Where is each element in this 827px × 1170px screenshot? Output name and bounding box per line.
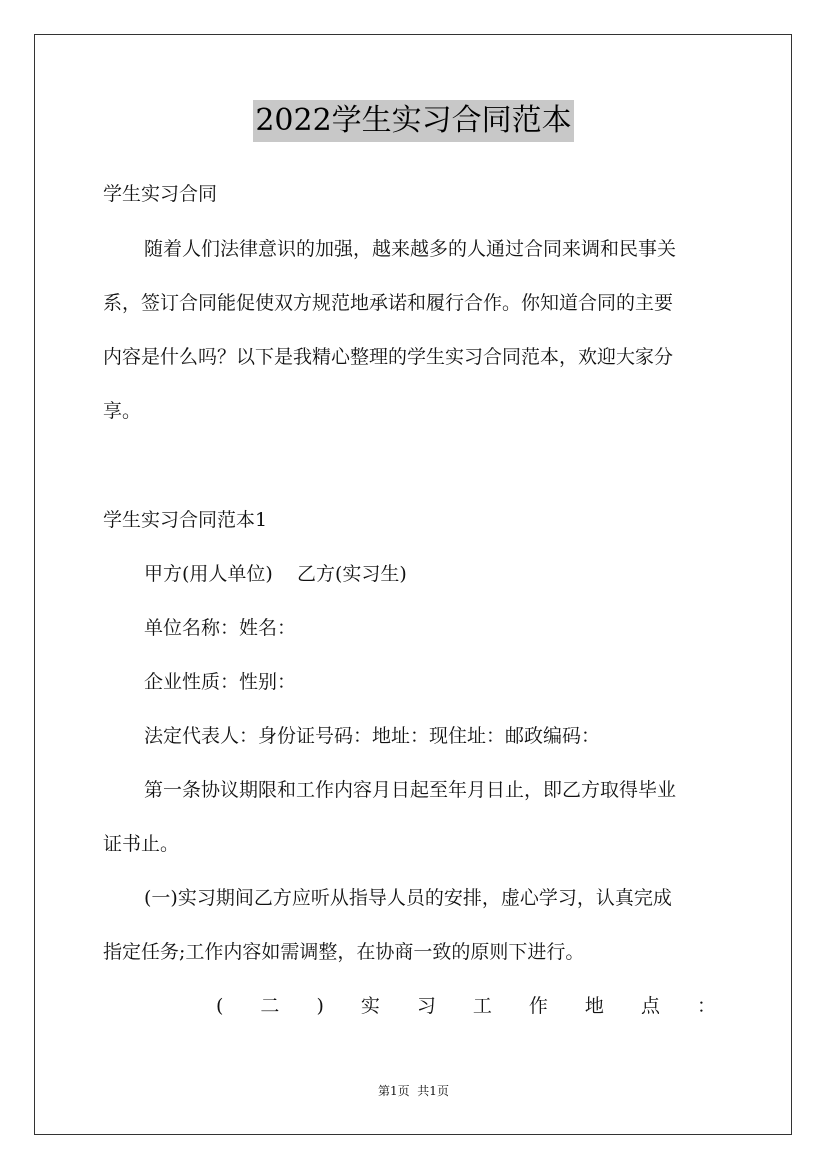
clause-3-char: 作 (528, 995, 548, 1017)
document-subtitle: 学生实习合同 (103, 183, 218, 205)
field-line-representative: 法定代表人：身份证号码：地址：现住址：邮政编码： (144, 725, 601, 747)
clause-3-char: ： (696, 995, 716, 1017)
clause-1-line-2: 证书止。 (103, 833, 180, 855)
intro-line-4: 享。 (103, 400, 142, 422)
clause-3-char: 工 (472, 995, 492, 1017)
clause-1-line-1: 第一条协议期限和工作内容月日起至年月日止，即乙方取得毕业 (144, 779, 677, 801)
clause-3-char: 点 (640, 995, 660, 1017)
clause-3-char: 习 (416, 995, 436, 1017)
section-heading: 学生实习合同范本1 (103, 509, 268, 531)
field-line-name: 单位名称：姓名： (144, 617, 297, 639)
page-footer (0, 1083, 827, 1099)
page-number-label: 第1页 共1页 (378, 1084, 449, 1098)
title-container (0, 100, 827, 142)
party-line: 甲方(用人单位) 乙方(实习生) (144, 563, 407, 585)
field-line-nature: 企业性质：性别： (144, 671, 297, 693)
intro-line-3: 内容是什么吗？以下是我精心整理的学生实习合同范本，欢迎大家分 (103, 346, 674, 368)
clause-3-char: 地 (584, 995, 604, 1017)
document-title: 2022学生实习合同范本 (253, 100, 573, 142)
clause-3-char: 二 (260, 995, 280, 1017)
intro-line-2: 系，签订合同能促使双方规范地承诺和履行合作。你知道合同的主要 (103, 292, 674, 314)
clause-3-line (216, 993, 716, 1019)
clause-2-line-2: 指定任务;工作内容如需调整，在协商一致的原则下进行。 (103, 941, 585, 963)
clause-3-char: 实 (360, 995, 380, 1017)
clause-3-char: ) (316, 995, 324, 1017)
intro-line-1: 随着人们法律意识的加强，越来越多的人通过合同来调和民事关 (144, 238, 677, 260)
clause-3-char: ( (216, 995, 224, 1017)
clause-2-line-1: (一)实习期间乙方应听从指导人员的安排，虚心学习，认真完成 (144, 887, 672, 909)
